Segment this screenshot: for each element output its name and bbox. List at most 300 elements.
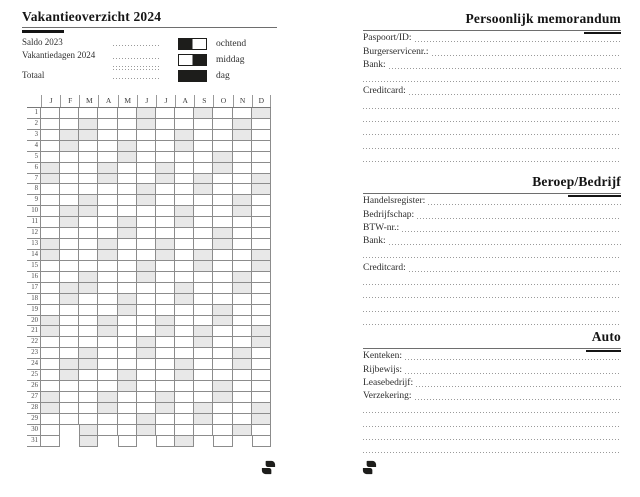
dotted-line (405, 373, 621, 374)
day-cell (41, 370, 60, 381)
calendar-row (27, 261, 271, 272)
day-cell (79, 119, 98, 130)
calendar-row (27, 403, 271, 414)
day-cell (194, 152, 213, 163)
day-number: 23 (27, 348, 41, 359)
day-cell (252, 119, 271, 130)
day-cell (98, 414, 117, 425)
memo-field (363, 234, 621, 247)
day-cell (137, 436, 156, 447)
day-cell (252, 108, 271, 119)
day-cell (213, 403, 232, 414)
day-cell (156, 217, 175, 228)
day-cell (252, 195, 271, 206)
day-cell (137, 152, 156, 163)
day-cell (213, 195, 232, 206)
day-cell (175, 283, 194, 294)
dotted-line (363, 134, 621, 135)
page-title: Vakantieoverzicht 2024 (22, 9, 162, 24)
day-cell (118, 403, 137, 414)
day-cell (233, 228, 252, 239)
day-cell (233, 392, 252, 403)
day-cell (233, 403, 252, 414)
day-cell (79, 239, 98, 250)
day-cell (137, 141, 156, 152)
day-cell (79, 283, 98, 294)
calendar-row (27, 130, 271, 141)
memo-field (363, 362, 621, 375)
dotted-line (363, 439, 621, 440)
day-number: 5 (27, 152, 41, 163)
day-cell (60, 370, 79, 381)
calendar-row (27, 370, 271, 381)
day-cell (156, 305, 175, 316)
day-cell (41, 436, 60, 447)
dotted-line (363, 257, 621, 258)
day-cell (60, 206, 79, 217)
day-cell (175, 403, 194, 414)
day-cell (137, 359, 156, 370)
day-cell (156, 403, 175, 414)
day-cell (79, 381, 98, 392)
day-cell (118, 250, 137, 261)
day-cell (118, 228, 137, 239)
day-cell (233, 217, 252, 228)
day-cell (118, 294, 137, 305)
day-cell (79, 316, 98, 327)
day-cell (233, 272, 252, 283)
day-cell (60, 119, 79, 130)
day-cell (41, 392, 60, 403)
day-cell (213, 414, 232, 425)
day-cell (252, 228, 271, 239)
day-cell (41, 337, 60, 348)
day-cell (137, 184, 156, 195)
day-cell (194, 195, 213, 206)
vakantiedagen-label: Vakantiedagen 2024 (22, 50, 96, 60)
section-fields (363, 31, 621, 164)
dotted-line (363, 412, 621, 413)
field-label: Handelsregister: (363, 196, 426, 207)
day-cell (175, 294, 194, 305)
calendar-row (27, 163, 271, 174)
day-cell (41, 184, 60, 195)
day-cell (213, 436, 232, 447)
day-cell (137, 425, 156, 436)
section-fields (363, 349, 621, 455)
day-cell (98, 403, 117, 414)
day-cell (118, 316, 137, 327)
day-number: 4 (27, 141, 41, 152)
day-cell (194, 130, 213, 141)
day-cell (156, 163, 175, 174)
day-cell (252, 250, 271, 261)
field-label: Leasebedrijf: (363, 377, 414, 388)
succes-logo-left (261, 460, 276, 475)
day-cell (213, 239, 232, 250)
day-number: 3 (27, 130, 41, 141)
day-cell (41, 359, 60, 370)
memo-field (363, 349, 621, 362)
memo-blank-line (363, 442, 621, 455)
day-cell (233, 337, 252, 348)
day-cell (60, 425, 79, 436)
day-cell (41, 326, 60, 337)
day-cell (213, 294, 232, 305)
day-cell (233, 305, 252, 316)
day-cell (252, 381, 271, 392)
day-cell (98, 348, 117, 359)
day-cell (252, 174, 271, 185)
day-cell (79, 163, 98, 174)
day-cell (60, 184, 79, 195)
day-cell (156, 381, 175, 392)
day-cell (60, 337, 79, 348)
dotted-line (389, 68, 621, 69)
day-cell (175, 228, 194, 239)
day-cell (98, 250, 117, 261)
day-cell (60, 359, 79, 370)
day-number: 8 (27, 184, 41, 195)
day-cell (137, 239, 156, 250)
totaal-label: Totaal (22, 70, 45, 80)
day-cell (175, 436, 194, 447)
day-cell (118, 261, 137, 272)
day-cell (118, 326, 137, 337)
day-cell (98, 217, 117, 228)
dotted-line (409, 271, 621, 272)
day-cell (194, 119, 213, 130)
field-label: Kenteken: (363, 351, 403, 362)
day-cell (137, 163, 156, 174)
memo-blank-line (363, 71, 621, 84)
day-cell (79, 228, 98, 239)
day-cell (79, 261, 98, 272)
section-rule (363, 348, 621, 349)
day-number: 7 (27, 174, 41, 185)
day-cell (137, 250, 156, 261)
day-cell (156, 141, 175, 152)
day-cell (41, 316, 60, 327)
day-cell (98, 392, 117, 403)
calendar-row (27, 348, 271, 359)
title-rule (22, 27, 277, 28)
day-cell (213, 370, 232, 381)
day-cell (252, 403, 271, 414)
legend-swatch-ochtend (178, 38, 207, 50)
day-cell (156, 283, 175, 294)
field-label: Bank: (363, 59, 386, 70)
day-cell (41, 239, 60, 250)
memo-blank-line (363, 151, 621, 164)
day-cell (252, 425, 271, 436)
day-cell (118, 239, 137, 250)
day-cell (79, 305, 98, 316)
day-cell (118, 184, 137, 195)
day-cell (156, 348, 175, 359)
day-cell (175, 130, 194, 141)
calendar-row (27, 174, 271, 185)
day-cell (41, 152, 60, 163)
day-cell (233, 359, 252, 370)
day-cell (118, 272, 137, 283)
day-cell (79, 184, 98, 195)
day-cell (213, 184, 232, 195)
calendar-row (27, 337, 271, 348)
day-cell (79, 294, 98, 305)
day-cell (41, 217, 60, 228)
calendar-row (27, 305, 271, 316)
day-cell (194, 206, 213, 217)
day-cell (41, 195, 60, 206)
field-label: Creditcard: (363, 262, 406, 273)
day-cell (213, 326, 232, 337)
dotted-line (405, 359, 621, 360)
day-cell (118, 217, 137, 228)
day-cell (79, 152, 98, 163)
day-cell (175, 392, 194, 403)
day-cell (156, 392, 175, 403)
day-cell (213, 261, 232, 272)
section-beroep-bedrijf (363, 174, 621, 327)
day-cell (213, 272, 232, 283)
day-cell (79, 337, 98, 348)
field-label: Rijbewijs: (363, 364, 403, 375)
day-cell (233, 239, 252, 250)
day-cell (175, 348, 194, 359)
legend-label: ochtend (216, 39, 247, 49)
day-cell (252, 206, 271, 217)
day-number: 29 (27, 414, 41, 425)
day-cell (60, 305, 79, 316)
month-header: D (252, 95, 271, 107)
day-cell (60, 108, 79, 119)
day-cell (175, 370, 194, 381)
day-cell (156, 250, 175, 261)
day-cell (98, 294, 117, 305)
day-cell (252, 152, 271, 163)
day-cell (252, 261, 271, 272)
day-cell (175, 359, 194, 370)
memo-blank-line (363, 429, 621, 442)
day-cell (118, 163, 137, 174)
right-page-memorandum (363, 0, 621, 497)
dotted-line (415, 41, 621, 42)
day-cell (137, 217, 156, 228)
calendar-row (27, 152, 271, 163)
dotted-line (409, 94, 621, 95)
day-cell (175, 425, 194, 436)
memo-field (363, 58, 621, 71)
day-cell (98, 184, 117, 195)
calendar-row (27, 283, 271, 294)
day-cell (137, 403, 156, 414)
day-cell (233, 381, 252, 392)
memo-blank-line (363, 314, 621, 327)
section-title: Auto (591, 329, 621, 344)
day-cell (175, 250, 194, 261)
memo-field (363, 84, 621, 97)
day-number: 20 (27, 316, 41, 327)
day-cell (98, 283, 117, 294)
day-number: 18 (27, 294, 41, 305)
day-cell (252, 305, 271, 316)
calendar-row (27, 414, 271, 425)
day-cell (194, 359, 213, 370)
calendar-row (27, 119, 271, 130)
day-cell (213, 337, 232, 348)
day-cell (233, 370, 252, 381)
dotted-line (363, 121, 621, 122)
day-cell (60, 195, 79, 206)
calendar-row (27, 436, 271, 447)
day-cell (137, 272, 156, 283)
month-header: O (213, 95, 232, 107)
day-cell (60, 392, 79, 403)
memo-blank-line (363, 111, 621, 124)
day-cell (137, 348, 156, 359)
day-cell (137, 316, 156, 327)
day-cell (252, 348, 271, 359)
section-title: Beroep/Bedrijf (532, 174, 621, 189)
month-header: F (60, 95, 79, 107)
day-number: 16 (27, 272, 41, 283)
day-cell (60, 250, 79, 261)
legend-label: dag (216, 71, 230, 81)
day-cell (60, 316, 79, 327)
calendar-row (27, 381, 271, 392)
day-cell (252, 130, 271, 141)
day-cell (156, 425, 175, 436)
day-cell (41, 174, 60, 185)
day-cell (252, 184, 271, 195)
day-number: 11 (27, 217, 41, 228)
day-cell (252, 392, 271, 403)
day-cell (118, 381, 137, 392)
day-cell (98, 130, 117, 141)
day-cell (118, 392, 137, 403)
day-cell (137, 392, 156, 403)
day-number: 25 (27, 370, 41, 381)
succes-logo-right (362, 460, 377, 475)
field-label: Bank: (363, 236, 386, 247)
section-accent-bar (586, 350, 621, 353)
day-cell (137, 381, 156, 392)
memo-blank-line (363, 97, 621, 110)
calendar-row (27, 392, 271, 403)
day-cell (233, 141, 252, 152)
calendar-row (27, 272, 271, 283)
day-number: 19 (27, 305, 41, 316)
day-cell (79, 425, 98, 436)
day-cell (137, 108, 156, 119)
calendar-row (27, 184, 271, 195)
day-number: 10 (27, 206, 41, 217)
day-cell (118, 305, 137, 316)
day-cell (41, 403, 60, 414)
day-cell (194, 316, 213, 327)
day-number: 22 (27, 337, 41, 348)
day-cell (79, 392, 98, 403)
day-cell (156, 294, 175, 305)
day-cell (98, 228, 117, 239)
day-number: 26 (27, 381, 41, 392)
day-cell (60, 294, 79, 305)
calendar-row (27, 141, 271, 152)
day-cell (194, 337, 213, 348)
day-cell (156, 108, 175, 119)
day-cell (233, 261, 252, 272)
day-cell (194, 108, 213, 119)
day-cell (175, 414, 194, 425)
day-cell (118, 436, 137, 447)
day-cell (156, 337, 175, 348)
day-cell (118, 283, 137, 294)
memo-blank-line (363, 247, 621, 260)
day-cell (175, 381, 194, 392)
day-cell (156, 359, 175, 370)
day-cell (252, 316, 271, 327)
day-number: 21 (27, 326, 41, 337)
day-cell (213, 152, 232, 163)
day-cell (98, 152, 117, 163)
day-cell (175, 272, 194, 283)
day-cell (194, 348, 213, 359)
month-header: S (194, 95, 213, 107)
day-cell (60, 141, 79, 152)
day-cell (137, 206, 156, 217)
day-cell (175, 184, 194, 195)
day-cell (175, 217, 194, 228)
day-cell (213, 250, 232, 261)
day-cell (118, 425, 137, 436)
day-cell (252, 217, 271, 228)
day-cell (137, 261, 156, 272)
day-cell (233, 184, 252, 195)
day-cell (118, 414, 137, 425)
day-cell (194, 392, 213, 403)
day-cell (60, 414, 79, 425)
day-cell (175, 337, 194, 348)
day-cell (118, 108, 137, 119)
day-cell (41, 206, 60, 217)
day-cell (213, 425, 232, 436)
day-cell (175, 305, 194, 316)
day-cell (41, 163, 60, 174)
day-cell (156, 206, 175, 217)
day-cell (60, 261, 79, 272)
day-cell (213, 108, 232, 119)
day-cell (156, 370, 175, 381)
day-cell (98, 272, 117, 283)
day-cell (233, 206, 252, 217)
field-label: BTW-nr.: (363, 222, 400, 233)
day-cell (60, 348, 79, 359)
day-cell (98, 239, 117, 250)
day-number: 14 (27, 250, 41, 261)
calendar-row (27, 425, 271, 436)
day-cell (156, 261, 175, 272)
day-cell (194, 414, 213, 425)
day-cell (213, 174, 232, 185)
day-cell (213, 305, 232, 316)
day-cell (41, 414, 60, 425)
day-cell (252, 283, 271, 294)
day-cell (137, 130, 156, 141)
day-cell (137, 305, 156, 316)
day-cell (175, 239, 194, 250)
day-cell (175, 152, 194, 163)
